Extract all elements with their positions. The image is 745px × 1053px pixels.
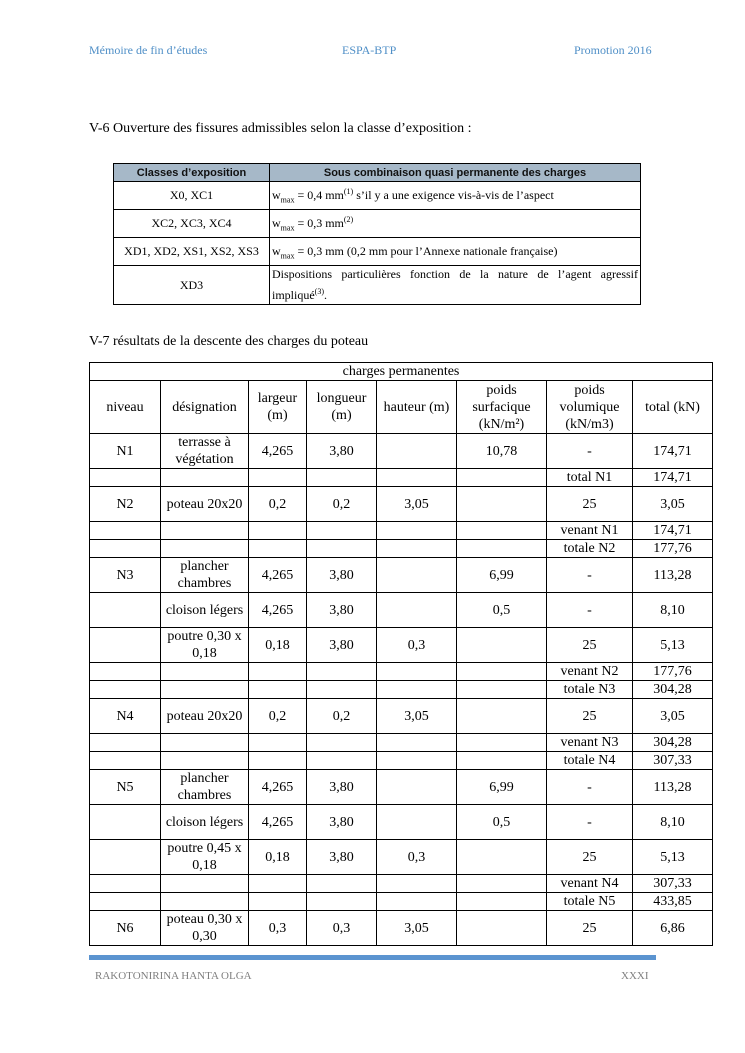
table-cell: cloison légers xyxy=(161,805,249,840)
table-cell: 174,71 xyxy=(633,469,713,487)
table-cell: totale N2 xyxy=(547,540,633,558)
table-row xyxy=(90,663,713,681)
table-row xyxy=(90,770,713,805)
table-cell: N2 xyxy=(90,487,161,522)
table-cell xyxy=(457,752,547,770)
exposure-class: XC2, XC3, XC4 xyxy=(114,210,270,238)
table-cell: venant N1 xyxy=(547,522,633,540)
header-left: Mémoire de fin d’études xyxy=(89,43,208,57)
table-cell xyxy=(90,840,161,875)
table-cell: N1 xyxy=(90,434,161,469)
table-cell xyxy=(377,734,457,752)
table-cell: 307,33 xyxy=(633,875,713,893)
table-cell xyxy=(161,752,249,770)
table-cell: poteau 20x20 xyxy=(161,487,249,522)
table-cell: N5 xyxy=(90,770,161,805)
table-cell: venant N3 xyxy=(547,734,633,752)
table-row xyxy=(90,840,713,875)
table-cell xyxy=(377,752,457,770)
column-header: niveau xyxy=(90,381,161,434)
table-cell: 177,76 xyxy=(633,540,713,558)
table-cell: 177,76 xyxy=(633,663,713,681)
table-cell xyxy=(377,522,457,540)
exposure-class: XD3 xyxy=(114,266,270,305)
table-row xyxy=(114,182,641,210)
table-cell: totale N4 xyxy=(547,752,633,770)
table-cell xyxy=(90,522,161,540)
table-cell xyxy=(161,469,249,487)
table-cell: - xyxy=(547,770,633,805)
table-row xyxy=(90,522,713,540)
table-cell: plancher chambres xyxy=(161,770,249,805)
table-cell: 4,265 xyxy=(249,805,307,840)
table-cell: 5,13 xyxy=(633,840,713,875)
table-cell xyxy=(249,893,307,911)
table-cell: poutre 0,45 x 0,18 xyxy=(161,840,249,875)
table-cell xyxy=(457,522,547,540)
table-cell xyxy=(377,681,457,699)
table-cell xyxy=(377,558,457,593)
section-6-title: V-6 Ouverture des fissures admissibles selon la classe d’exposition : xyxy=(89,121,472,136)
table-cell xyxy=(249,663,307,681)
table-cell xyxy=(457,699,547,734)
table-cell: 433,85 xyxy=(633,893,713,911)
table-cell: plancher chambres xyxy=(161,558,249,593)
table-cell: 0,2 xyxy=(249,487,307,522)
table-cell: N3 xyxy=(90,558,161,593)
table-cell xyxy=(249,540,307,558)
table-cell xyxy=(249,752,307,770)
table-cell xyxy=(457,840,547,875)
table-cell xyxy=(377,663,457,681)
table-cell xyxy=(90,681,161,699)
table-cell: 25 xyxy=(547,911,633,946)
table-cell xyxy=(161,522,249,540)
table-cell: totale N5 xyxy=(547,893,633,911)
table-row xyxy=(114,210,641,238)
table-row xyxy=(114,266,641,305)
table-cell: 25 xyxy=(547,840,633,875)
table-cell: 0,18 xyxy=(249,840,307,875)
table-row xyxy=(90,893,713,911)
table-cell xyxy=(307,734,377,752)
table-row xyxy=(90,487,713,522)
table-row xyxy=(90,469,713,487)
table-cell: venant N2 xyxy=(547,663,633,681)
table-cell: 304,28 xyxy=(633,681,713,699)
table-cell: - xyxy=(547,805,633,840)
table-cell xyxy=(377,469,457,487)
table-row xyxy=(90,434,713,469)
header-right: Promotion 2016 xyxy=(574,43,652,57)
column-header: total (kN) xyxy=(633,381,713,434)
table-cell: 8,10 xyxy=(633,593,713,628)
table-cell: 174,71 xyxy=(633,522,713,540)
footer-rule xyxy=(89,955,656,960)
column-header: poids surfacique (kN/m²) xyxy=(457,381,547,434)
table-cell: 3,80 xyxy=(307,628,377,663)
table-cell: poutre 0,30 x 0,18 xyxy=(161,628,249,663)
footer-page-number: XXXI xyxy=(621,970,649,982)
table-cell: 0,2 xyxy=(249,699,307,734)
table-cell: N4 xyxy=(90,699,161,734)
table-row xyxy=(90,681,713,699)
table-cell: 304,28 xyxy=(633,734,713,752)
col-header-exposure-class: Classes d’exposition xyxy=(114,164,270,182)
table-cell xyxy=(457,681,547,699)
table-cell: 113,28 xyxy=(633,558,713,593)
table-cell xyxy=(307,663,377,681)
table-cell: totale N3 xyxy=(547,681,633,699)
load-descent-table xyxy=(89,362,713,946)
table-cell xyxy=(377,875,457,893)
table-cell xyxy=(249,681,307,699)
table-cell: 113,28 xyxy=(633,770,713,805)
table-cell: 4,265 xyxy=(249,593,307,628)
table-cell xyxy=(249,469,307,487)
table-cell xyxy=(457,628,547,663)
table-cell: 3,05 xyxy=(377,911,457,946)
table-cell xyxy=(377,805,457,840)
table-cell xyxy=(457,469,547,487)
table-header-row xyxy=(90,381,713,434)
table-cell: 6,99 xyxy=(457,770,547,805)
header-center: ESPA-BTP xyxy=(342,43,397,57)
table-cell: 307,33 xyxy=(633,752,713,770)
table-row xyxy=(90,628,713,663)
table-cell xyxy=(377,893,457,911)
table-cell: 0,5 xyxy=(457,805,547,840)
table-cell: 0,2 xyxy=(307,487,377,522)
table-cell: 174,71 xyxy=(633,434,713,469)
table-cell xyxy=(457,663,547,681)
crack-width-limit: $w_{max} = 0,3$ mm (0,2 mm pour l’Annexe nationale française) xyxy=(270,238,641,266)
table-cell: total N1 xyxy=(547,469,633,487)
table-cell: 3,05 xyxy=(377,699,457,734)
table-cell: poteau 20x20 xyxy=(161,699,249,734)
table-row xyxy=(90,752,713,770)
table-cell: 3,80 xyxy=(307,434,377,469)
table-cell: 8,10 xyxy=(633,805,713,840)
table-cell: 3,05 xyxy=(633,487,713,522)
table-cell: 4,265 xyxy=(249,770,307,805)
table-cell xyxy=(90,628,161,663)
table-cell xyxy=(90,875,161,893)
table-cell: venant N4 xyxy=(547,875,633,893)
table-row xyxy=(90,875,713,893)
table-cell xyxy=(161,540,249,558)
table-cell xyxy=(377,593,457,628)
table-cell: 0,3 xyxy=(249,911,307,946)
table-cell: 3,80 xyxy=(307,805,377,840)
table-cell xyxy=(307,752,377,770)
table-cell xyxy=(307,875,377,893)
table-cell: 0,5 xyxy=(457,593,547,628)
table-cell xyxy=(457,893,547,911)
table-cell xyxy=(377,770,457,805)
table-cell xyxy=(90,734,161,752)
table-cell xyxy=(161,734,249,752)
table-cell xyxy=(457,487,547,522)
table-cell: 3,05 xyxy=(633,699,713,734)
table-cell xyxy=(457,540,547,558)
table-row xyxy=(90,699,713,734)
table-cell: 3,05 xyxy=(377,487,457,522)
column-header: poids volumique (kN/m3) xyxy=(547,381,633,434)
table-cell xyxy=(161,875,249,893)
table-cell: - xyxy=(547,593,633,628)
footer-author: RAKOTONIRINA HANTA OLGA xyxy=(95,970,252,982)
table-row xyxy=(90,593,713,628)
table-cell xyxy=(161,663,249,681)
table-cell: - xyxy=(547,434,633,469)
table-cell xyxy=(90,540,161,558)
crack-width-limit: $w_{max} = 0,3$ $mm^{(2)}$ xyxy=(270,210,641,238)
table-cell xyxy=(307,893,377,911)
table-row xyxy=(90,540,713,558)
table-cell: 4,265 xyxy=(249,434,307,469)
table-cell xyxy=(377,434,457,469)
table-cell: 6,99 xyxy=(457,558,547,593)
table-cell: poteau 0,30 x 0,30 xyxy=(161,911,249,946)
table-cell xyxy=(249,522,307,540)
column-header: désignation xyxy=(161,381,249,434)
table-cell xyxy=(161,893,249,911)
exposure-class-table xyxy=(113,163,641,305)
table-cell: 25 xyxy=(547,487,633,522)
column-header: largeur (m) xyxy=(249,381,307,434)
table-cell: N6 xyxy=(90,911,161,946)
column-header: longueur (m) xyxy=(307,381,377,434)
table-cell xyxy=(249,875,307,893)
table-cell xyxy=(307,469,377,487)
table-cell xyxy=(457,911,547,946)
special-provisions: Dispositions particulières fonction de la nature de l’agent agressif impliqué$^{(3)}$. xyxy=(270,266,641,305)
table-cell: 25 xyxy=(547,699,633,734)
table-row xyxy=(90,805,713,840)
table-cell: 10,78 xyxy=(457,434,547,469)
table-cell: 4,265 xyxy=(249,558,307,593)
table-row xyxy=(90,911,713,946)
table-cell: 0,18 xyxy=(249,628,307,663)
table-cell xyxy=(457,875,547,893)
table-cell xyxy=(307,540,377,558)
table-cell: 6,86 xyxy=(633,911,713,946)
table-cell: 3,80 xyxy=(307,840,377,875)
table-cell xyxy=(307,522,377,540)
table-cell xyxy=(90,752,161,770)
table-cell xyxy=(90,893,161,911)
table-cell: - xyxy=(547,558,633,593)
table-cell xyxy=(249,734,307,752)
table-cell: cloison légers xyxy=(161,593,249,628)
table-cell: 3,80 xyxy=(307,558,377,593)
table-cell: 0,3 xyxy=(377,628,457,663)
table-title: charges permanentes xyxy=(90,363,713,381)
table-cell xyxy=(90,663,161,681)
section-7-title: V-7 résultats de la descente des charges du poteau xyxy=(89,334,369,349)
table-cell: 0,3 xyxy=(307,911,377,946)
table-cell: 0,3 xyxy=(377,840,457,875)
table-cell: 5,13 xyxy=(633,628,713,663)
table-cell xyxy=(90,593,161,628)
table-cell xyxy=(457,734,547,752)
exposure-class: XD1, XD2, XS1, XS2, XS3 xyxy=(114,238,270,266)
table-cell: 3,80 xyxy=(307,593,377,628)
table-cell xyxy=(161,681,249,699)
table-row xyxy=(90,734,713,752)
crack-width-limit: $w_{max} = 0,4$ $mm^{(1)}$ s’il y a une exigence vis-à-vis de l’aspect xyxy=(270,182,641,210)
column-header: hauteur (m) xyxy=(377,381,457,434)
table-row xyxy=(90,558,713,593)
col-header-quasi-permanent: Sous combinaison quasi permanente des charges xyxy=(270,164,641,182)
table-cell xyxy=(90,805,161,840)
table-cell: 25 xyxy=(547,628,633,663)
table-row xyxy=(114,238,641,266)
table-cell: 3,80 xyxy=(307,770,377,805)
exposure-class: X0, XC1 xyxy=(114,182,270,210)
table-cell xyxy=(377,540,457,558)
table-cell xyxy=(307,681,377,699)
table-cell: terrasse à végétation xyxy=(161,434,249,469)
table-cell xyxy=(90,469,161,487)
table-cell: 0,2 xyxy=(307,699,377,734)
